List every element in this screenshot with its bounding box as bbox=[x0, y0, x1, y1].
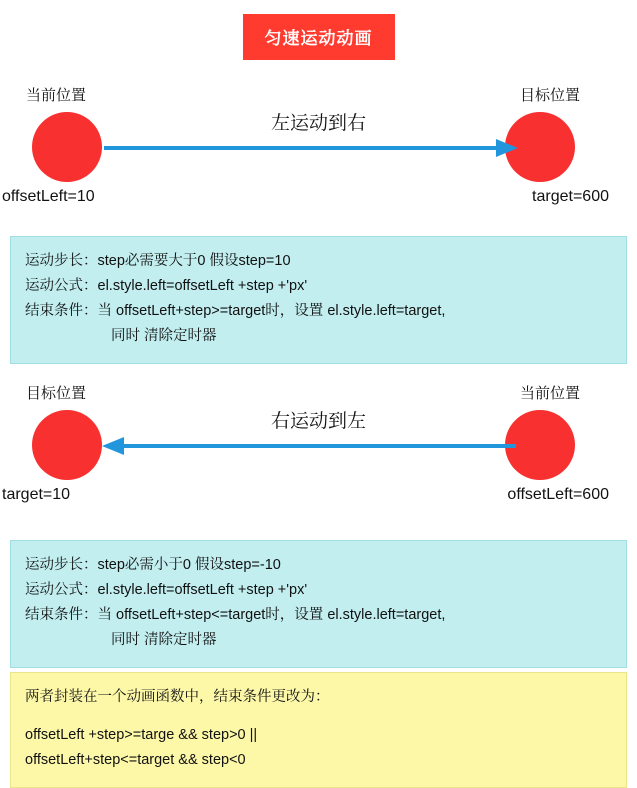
arrow-right-icon bbox=[100, 136, 520, 160]
page-title-wrap bbox=[0, 14, 637, 60]
note-value: step必需要大于0 假设step=10 bbox=[97, 253, 291, 269]
note-value: 当 offsetLeft+step>=target时，设置 el.style.left=target, bbox=[97, 303, 446, 319]
note-row bbox=[25, 249, 612, 274]
note-key: 运动公式： bbox=[25, 278, 98, 294]
diagram1-label-left: 当前位置 bbox=[26, 87, 87, 104]
note-key: 结束条件： bbox=[25, 607, 98, 623]
note-row bbox=[25, 603, 612, 628]
diagram1-label-right: 目标位置 bbox=[519, 87, 580, 104]
note-value: 当 offsetLeft+step<=target时，设置 el.style.left=target, bbox=[97, 607, 446, 623]
note-summary bbox=[10, 672, 627, 788]
note-value: el.style.left=offsetLeft +step +'px' bbox=[97, 582, 308, 598]
note-key: 运动公式： bbox=[25, 582, 98, 598]
diagram2-value-right: offsetLeft=600 bbox=[507, 486, 609, 503]
diagram1-value-left: offsetLeft=10 bbox=[2, 188, 95, 205]
note-continuation: 同时 清除定时器 bbox=[111, 632, 217, 648]
note-row bbox=[25, 299, 612, 324]
arrow-left-icon bbox=[100, 434, 520, 458]
diagram2-label-right: 当前位置 bbox=[519, 385, 580, 402]
diagram2-label-left: 目标位置 bbox=[26, 385, 87, 402]
summary-line-3: offsetLeft+step<=target && step<0 bbox=[25, 752, 246, 768]
note-continuation: 同时 清除定时器 bbox=[111, 328, 217, 344]
summary-line-1: 两者封装在一个动画函数中，结束条件更改为： bbox=[25, 689, 330, 705]
spacer bbox=[25, 710, 612, 723]
note-value: step必需小于0 假设step=-10 bbox=[97, 557, 281, 573]
note-row bbox=[25, 274, 612, 299]
note-key: 运动步长： bbox=[25, 557, 98, 573]
diagram1-arrow-label: 左运动到右 bbox=[270, 113, 366, 134]
diagram1-value-right: target=600 bbox=[532, 188, 609, 205]
diagram2-arrow-label: 右运动到左 bbox=[270, 411, 366, 432]
note-row bbox=[25, 578, 612, 603]
note-value: el.style.left=offsetLeft +step +'px' bbox=[97, 278, 308, 294]
note-left-to-right bbox=[10, 236, 627, 364]
note-right-to-left bbox=[10, 540, 627, 668]
diagram2-value-left: target=10 bbox=[2, 486, 71, 503]
note-key: 运动步长： bbox=[25, 253, 98, 269]
summary-line-2: offsetLeft +step>=targe && step>0 || bbox=[25, 727, 258, 743]
page-title: 匀速运动动画 bbox=[243, 14, 395, 60]
note-key: 结束条件： bbox=[25, 303, 98, 319]
note-row bbox=[25, 553, 612, 578]
